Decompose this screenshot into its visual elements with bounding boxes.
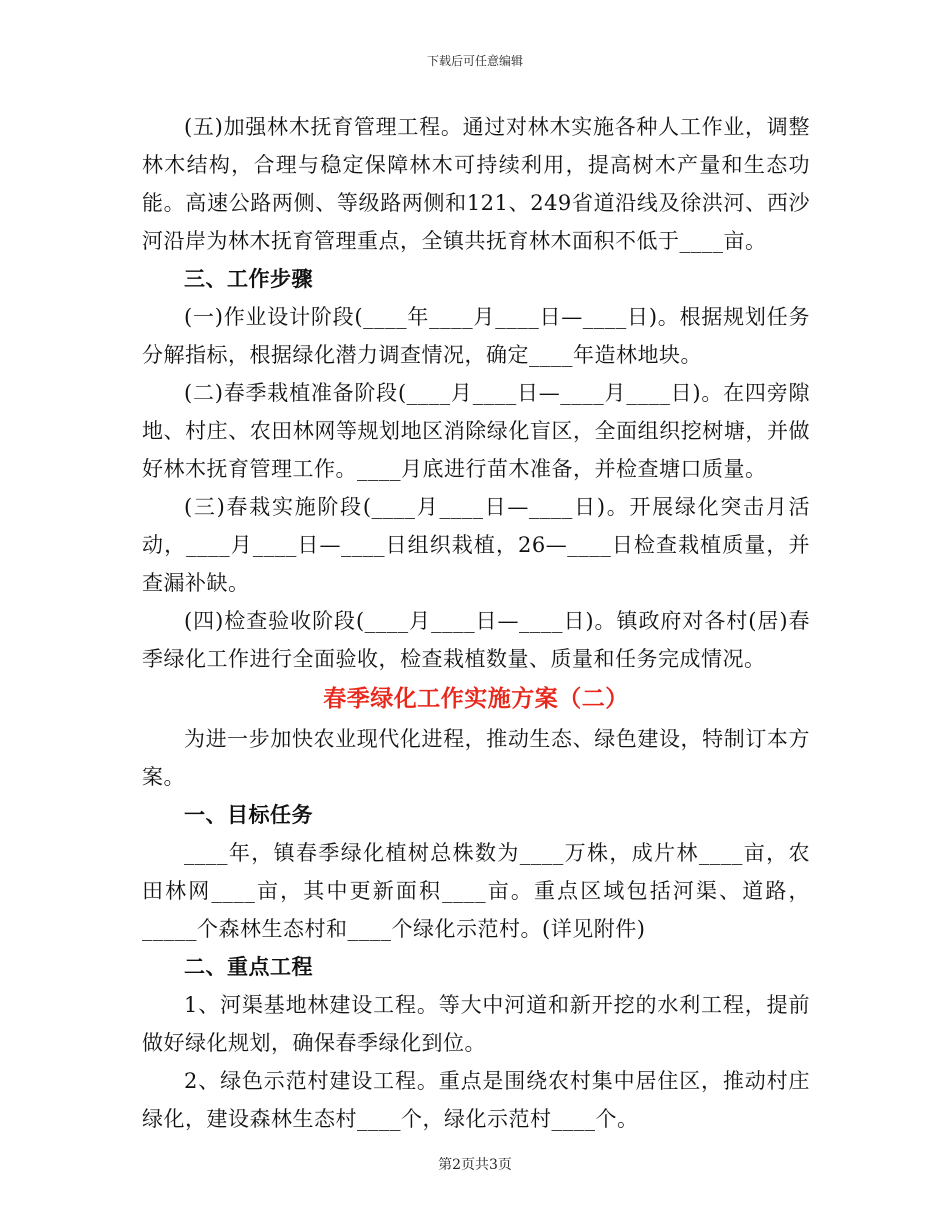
section-heading-targets: 一、目标任务 xyxy=(184,802,313,827)
paragraph-design-stage: (一)作业设计阶段(____年____月____日—____日)。根据规划任务分解指标，根据绿化潜力调查情况，确定____年造林地块。 xyxy=(142,305,810,367)
paragraph-targets: ____年，镇春季绿化植树总株数为____万株，成片林____亩，农田林网____亩，其中更新面积____亩。重点区域包括河渠、道路，_____个森林生态村和____个绿化示范村。(详见附件) xyxy=(142,841,810,941)
paragraph-planting-stage: (三)春栽实施阶段(____月____日—____日)。开展绿化突击月活动，____月____日—____日组织栽植，26—____日检查栽植质量，并查漏补缺。 xyxy=(142,495,810,595)
paragraph-project-2: 2、绿色示范村建设工程。重点是围绕农村集中居住区，推动村庄绿化，建设森林生态村____个，绿化示范村____个。 xyxy=(142,1069,810,1131)
document-title: 春季绿化工作实施方案（二） xyxy=(323,685,629,712)
paragraph-forest-tending: (五)加强林木抚育管理工程。通过对林木实施各种人工作业，调整林木结构，合理与稳定保障林木可持续利用，提高树木产量和生态功能。高速公路两侧、等级路两侧和121、249省道沿线及徐洪河、西沙河沿岸为林木抚育管理重点，全镇共抚育林木面积不低于____亩。 xyxy=(142,115,810,253)
section-heading-work-steps: 三、工作步骤 xyxy=(184,266,313,291)
paragraph-intro: 为进一步加快农业现代化进程，推动生态、绿色建设，特制订本方案。 xyxy=(142,727,810,789)
section-heading-key-projects: 二、重点工程 xyxy=(184,954,313,979)
paragraph-project-1: 1、河渠基地林建设工程。等大中河道和新开挖的水利工程，提前做好绿化规划，确保春季绿化到位。 xyxy=(142,993,810,1055)
paragraph-inspection-stage: (四)检查验收阶段(____月____日—____日)。镇政府对各村(居)春季绿化工作进行全面验收，检查栽植数量、质量和任务完成情况。 xyxy=(142,609,810,671)
document-body xyxy=(142,108,810,1138)
page-footer: 第2页共3页 xyxy=(438,1157,512,1173)
page-header: 下载后可任意编辑 xyxy=(426,54,523,68)
paragraph-preparation-stage: (二)春季栽植准备阶段(____月____日—____月____日)。在四旁隙地、村庄、农田林网等规划地区消除绿化盲区，全面组织挖树塘，并做好林木抚育管理工作。____月底进行苗木准备，并检查塘口质量。 xyxy=(142,381,810,481)
